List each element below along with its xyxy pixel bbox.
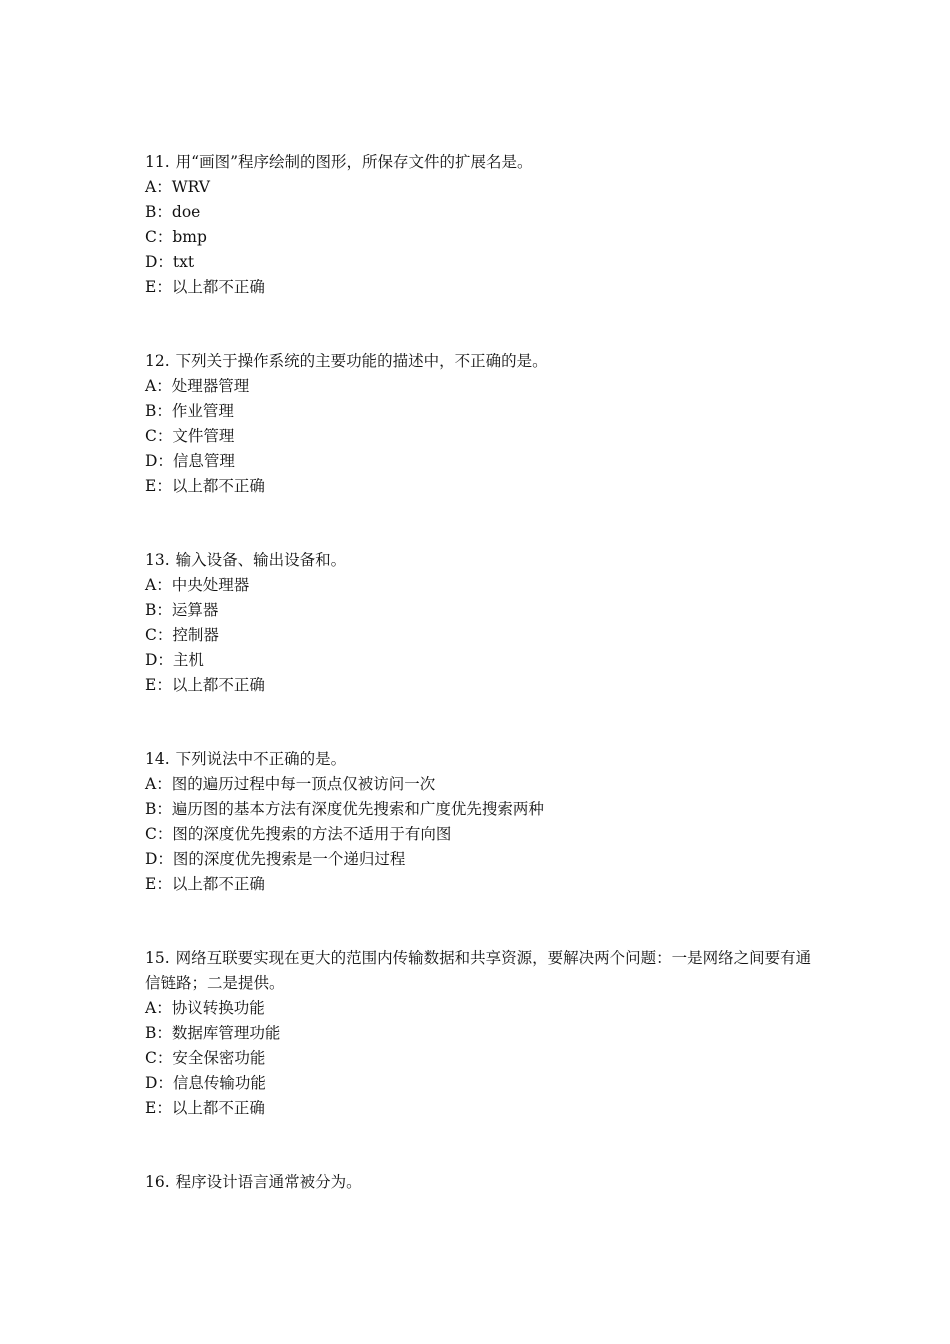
question-text: 用“画图”程序绘制的图形，所保存文件的扩展名是。 bbox=[175, 153, 533, 171]
question-number: 16. bbox=[145, 1173, 170, 1191]
question-number: 14. bbox=[145, 750, 170, 768]
question-text: 下列说法中不正确的是。 bbox=[175, 750, 347, 768]
question-stem bbox=[145, 747, 825, 772]
option-e: E：以上都不正确 bbox=[145, 875, 265, 893]
option-e: E：以上都不正确 bbox=[145, 477, 265, 495]
option-a: A：中央处理器 bbox=[145, 576, 250, 594]
option-c: C：安全保密功能 bbox=[145, 1049, 266, 1067]
question-13 bbox=[145, 548, 825, 698]
question-stem bbox=[145, 548, 825, 573]
question-number: 13. bbox=[145, 551, 170, 569]
question-11 bbox=[145, 150, 825, 300]
question-number: 11. bbox=[145, 153, 170, 171]
option-c: C：文件管理 bbox=[145, 427, 235, 445]
option-b: B：遍历图的基本方法有深度优先搜索和广度优先搜索两种 bbox=[145, 800, 544, 818]
option-b: B：doe bbox=[145, 203, 201, 221]
option-d: D：图的深度优先搜索是一个递归过程 bbox=[145, 850, 406, 868]
option-c: C：图的深度优先搜索的方法不适用于有向图 bbox=[145, 825, 452, 843]
question-number: 15. bbox=[145, 949, 170, 967]
question-text: 程序设计语言通常被分为。 bbox=[175, 1173, 362, 1191]
option-e: E：以上都不正确 bbox=[145, 676, 265, 694]
question-15 bbox=[145, 946, 825, 1121]
option-a: A：处理器管理 bbox=[145, 377, 250, 395]
option-d: D：信息传输功能 bbox=[145, 1074, 266, 1092]
option-d: D：主机 bbox=[145, 651, 204, 669]
question-list bbox=[145, 150, 825, 1244]
option-d: D：信息管理 bbox=[145, 452, 235, 470]
option-a: A：图的遍历过程中每一顶点仅被访问一次 bbox=[145, 775, 436, 793]
option-a: A：协议转换功能 bbox=[145, 999, 265, 1017]
question-stem bbox=[145, 1170, 825, 1195]
question-number: 12. bbox=[145, 352, 170, 370]
option-e: E：以上都不正确 bbox=[145, 278, 265, 296]
question-text: 下列关于操作系统的主要功能的描述中，不正确的是。 bbox=[175, 352, 548, 370]
question-12 bbox=[145, 349, 825, 499]
question-text: 网络互联要实现在更大的范围内传输数据和共享资源，要解决两个问题：一是网络之间要有通信链路；二是提供。 bbox=[145, 949, 812, 992]
question-stem bbox=[145, 946, 825, 996]
option-c: C：bmp bbox=[145, 228, 207, 246]
question-14 bbox=[145, 747, 825, 897]
question-text: 输入设备、输出设备和。 bbox=[175, 551, 347, 569]
option-b: B：运算器 bbox=[145, 601, 219, 619]
option-d: D：txt bbox=[145, 253, 195, 271]
option-a: A：WRV bbox=[145, 178, 210, 196]
option-b: B：作业管理 bbox=[145, 402, 234, 420]
option-e: E：以上都不正确 bbox=[145, 1099, 265, 1117]
option-b: B：数据库管理功能 bbox=[145, 1024, 281, 1042]
question-stem bbox=[145, 349, 825, 374]
question-16 bbox=[145, 1170, 825, 1195]
option-c: C：控制器 bbox=[145, 626, 219, 644]
question-stem bbox=[145, 150, 825, 175]
